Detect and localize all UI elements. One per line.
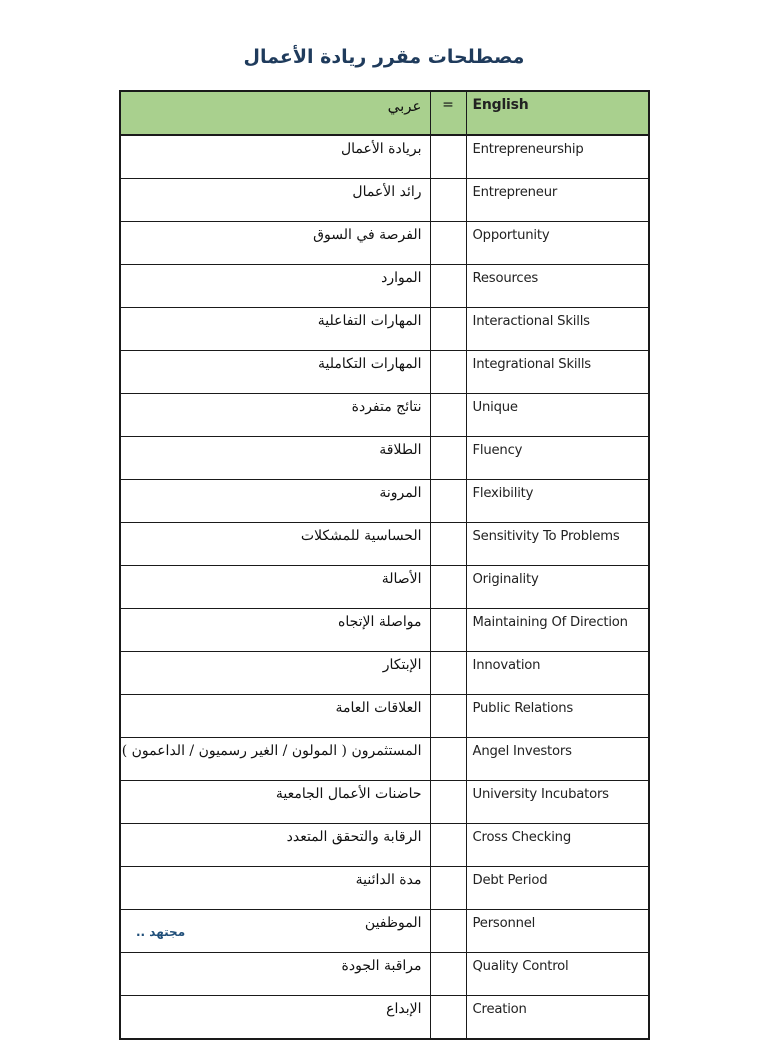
header-arabic: عربي bbox=[120, 91, 430, 135]
term-arabic: الموارد bbox=[120, 265, 430, 308]
header-equals: = bbox=[430, 91, 466, 135]
term-arabic: رائد الأعمال bbox=[120, 179, 430, 222]
term-arabic: بريادة الأعمال bbox=[120, 135, 430, 179]
term-english: Public Relations bbox=[466, 695, 649, 738]
term-english: Integrational Skills bbox=[466, 351, 649, 394]
table-row bbox=[120, 394, 649, 437]
table-row bbox=[120, 867, 649, 910]
term-english: Opportunity bbox=[466, 222, 649, 265]
term-arabic: الفرصة في السوق bbox=[120, 222, 430, 265]
equals-cell bbox=[430, 308, 466, 351]
table-header bbox=[120, 91, 649, 135]
table-row bbox=[120, 652, 649, 695]
table-row bbox=[120, 523, 649, 566]
header-english: English bbox=[466, 91, 649, 135]
equals-cell bbox=[430, 480, 466, 523]
table-row bbox=[120, 308, 649, 351]
table-row bbox=[120, 910, 649, 953]
term-arabic: مواصلة الإتجاه bbox=[120, 609, 430, 652]
term-arabic: حاضنات الأعمال الجامعية bbox=[120, 781, 430, 824]
term-arabic: العلاقات العامة bbox=[120, 695, 430, 738]
equals-cell bbox=[430, 179, 466, 222]
term-arabic: مدة الدائنية bbox=[120, 867, 430, 910]
term-arabic: الطلاقة bbox=[120, 437, 430, 480]
term-english: Innovation bbox=[466, 652, 649, 695]
table-row bbox=[120, 996, 649, 1040]
equals-cell bbox=[430, 867, 466, 910]
table-row bbox=[120, 351, 649, 394]
table-row bbox=[120, 480, 649, 523]
equals-cell bbox=[430, 222, 466, 265]
equals-cell bbox=[430, 824, 466, 867]
table-row bbox=[120, 781, 649, 824]
term-english: Quality Control bbox=[466, 953, 649, 996]
equals-cell bbox=[430, 394, 466, 437]
equals-cell bbox=[430, 351, 466, 394]
table-row bbox=[120, 265, 649, 308]
equals-cell bbox=[430, 781, 466, 824]
term-english: Maintaining Of Direction bbox=[466, 609, 649, 652]
term-arabic: الرقابة والتحقق المتعدد bbox=[120, 824, 430, 867]
footer-signature: مجتهد .. bbox=[136, 925, 186, 939]
table-row bbox=[120, 609, 649, 652]
term-english: Interactional Skills bbox=[466, 308, 649, 351]
table-row bbox=[120, 695, 649, 738]
table-body bbox=[120, 135, 649, 1039]
table-row bbox=[120, 222, 649, 265]
equals-cell bbox=[430, 652, 466, 695]
term-english: Creation bbox=[466, 996, 649, 1040]
equals-cell bbox=[430, 265, 466, 308]
page-title: مصطلحات مقرر ريادة الأعمال bbox=[243, 46, 525, 68]
equals-cell bbox=[430, 910, 466, 953]
term-arabic: الإبتكار bbox=[120, 652, 430, 695]
term-english: Entrepreneurship bbox=[466, 135, 649, 179]
term-arabic: المهارات التكاملية bbox=[120, 351, 430, 394]
term-english: Personnel bbox=[466, 910, 649, 953]
equals-cell bbox=[430, 738, 466, 781]
term-english: Originality bbox=[466, 566, 649, 609]
equals-cell bbox=[430, 437, 466, 480]
equals-cell bbox=[430, 609, 466, 652]
term-arabic: الأصالة bbox=[120, 566, 430, 609]
table-row bbox=[120, 738, 649, 781]
term-arabic: الإبداع bbox=[120, 996, 430, 1040]
table-row bbox=[120, 953, 649, 996]
term-arabic: المهارات التفاعلية bbox=[120, 308, 430, 351]
equals-cell bbox=[430, 996, 466, 1040]
table-row bbox=[120, 179, 649, 222]
term-arabic: مراقبة الجودة bbox=[120, 953, 430, 996]
equals-cell bbox=[430, 953, 466, 996]
table-row bbox=[120, 824, 649, 867]
term-english: University Incubators bbox=[466, 781, 649, 824]
equals-cell bbox=[430, 135, 466, 179]
term-english: Entrepreneur bbox=[466, 179, 649, 222]
term-english: Flexibility bbox=[466, 480, 649, 523]
header-row bbox=[120, 91, 649, 135]
term-english: Resources bbox=[466, 265, 649, 308]
term-arabic: المستثمرون ( المولون / الغير رسميون / الداعمون ) bbox=[120, 738, 430, 781]
term-english: Debt Period bbox=[466, 867, 649, 910]
equals-cell bbox=[430, 523, 466, 566]
term-arabic: الحساسية للمشكلات bbox=[120, 523, 430, 566]
term-arabic: المرونة bbox=[120, 480, 430, 523]
term-english: Angel Investors bbox=[466, 738, 649, 781]
term-english: Unique bbox=[466, 394, 649, 437]
table-row bbox=[120, 566, 649, 609]
table-row bbox=[120, 437, 649, 480]
term-english: Fluency bbox=[466, 437, 649, 480]
glossary-table bbox=[119, 90, 650, 1040]
table-row bbox=[120, 135, 649, 179]
equals-cell bbox=[430, 566, 466, 609]
term-arabic: نتائج متفردة bbox=[120, 394, 430, 437]
term-english: Sensitivity To Problems bbox=[466, 523, 649, 566]
equals-cell bbox=[430, 695, 466, 738]
term-english: Cross Checking bbox=[466, 824, 649, 867]
term-arabic: الموظفين bbox=[120, 910, 430, 953]
